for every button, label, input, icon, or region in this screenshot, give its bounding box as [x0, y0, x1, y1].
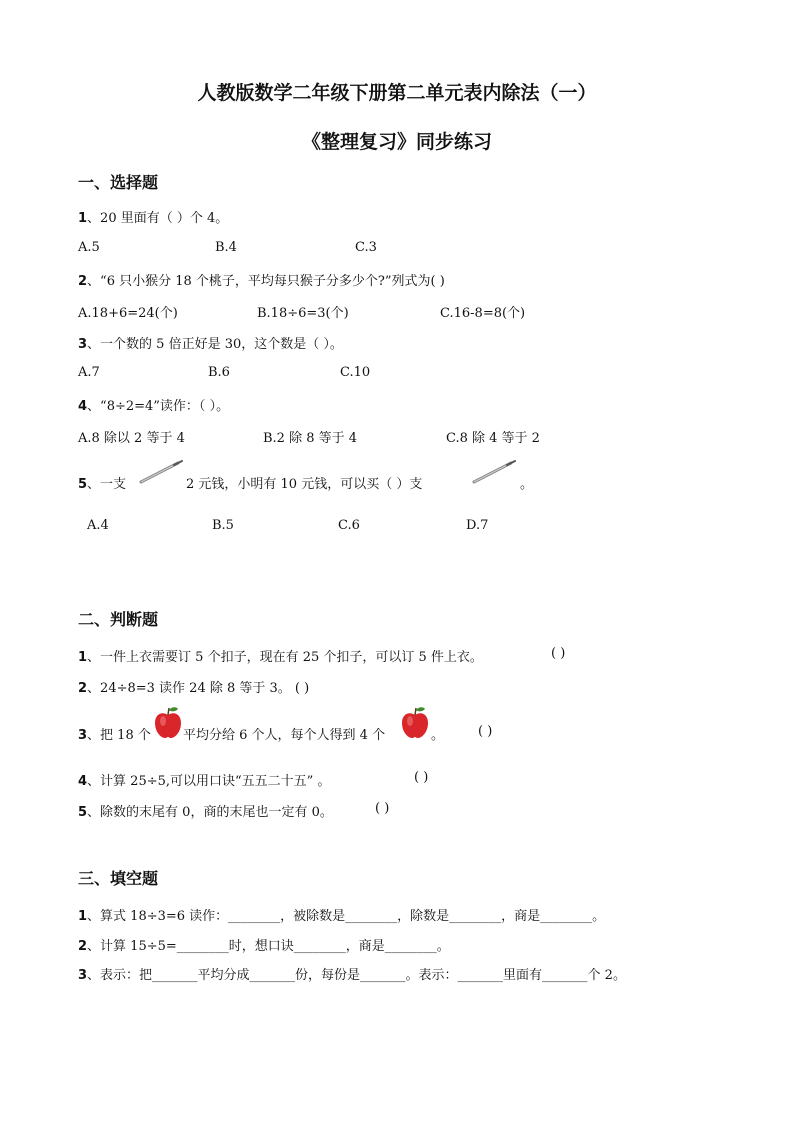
question-text: 、“6 只小猴分 18 个桃子，平均每只猴子分多少个?”列式为( ): [87, 274, 445, 289]
question-text: 、把 18 个: [87, 728, 151, 743]
question-2-3-part-a: [78, 724, 151, 743]
question-2-3-part-b: 平均分给 6 个人，每个人得到 4 个: [183, 728, 386, 743]
page-title: 人教版数学二年级下册第二单元表内除法（一）: [197, 82, 597, 104]
apple-icon: [153, 705, 183, 739]
question-1-2: [78, 270, 445, 289]
question-text: 、24÷8=3 读作 24 除 8 等于 3。 ( ): [87, 681, 310, 696]
question-number: 2: [78, 274, 88, 289]
question-text: 、一件上衣需要订 5 个扣子，现在有 25 个扣子，可以订 5 件上衣。: [87, 650, 483, 665]
option: B.6: [208, 365, 230, 380]
apple-icon: [400, 705, 430, 739]
question-3-1: [78, 905, 605, 924]
answer-bracket: ( ): [551, 646, 566, 661]
question-number: 4: [78, 399, 88, 414]
option: C.3: [355, 240, 377, 255]
answer-bracket: ( ): [375, 801, 390, 816]
question-number: 3: [78, 968, 88, 983]
option: C.6: [338, 518, 360, 533]
question-number: 2: [78, 681, 88, 696]
option: B.4: [215, 240, 237, 255]
section-heading-judge: 二、判断题: [78, 610, 159, 629]
pen-icon: [471, 459, 517, 485]
section-heading-choice: 一、选择题: [78, 173, 159, 192]
page-subtitle: 《整理复习》同步练习: [301, 131, 492, 153]
option: A.18+6=24(个): [78, 306, 178, 321]
question-3-3: [78, 964, 626, 983]
option: B.2 除 8 等于 4: [263, 431, 358, 446]
option: C.8 除 4 等于 2: [446, 431, 540, 446]
question-number: 2: [78, 939, 88, 954]
question-number: 3: [78, 728, 88, 743]
option: B.18÷6=3(个): [257, 306, 349, 321]
option: D.7: [466, 518, 489, 533]
option: A.7: [78, 365, 100, 380]
answer-bracket: ( ): [478, 724, 493, 739]
question-number: 4: [78, 774, 88, 789]
option: A.4: [87, 518, 109, 533]
question-text: 、计算 25÷5,可以用口诀“五五二十五” 。: [87, 774, 331, 789]
question-text: 、20 里面有（ ）个 4。: [87, 211, 229, 226]
question-1-1: [78, 207, 228, 226]
question-number: 5: [78, 805, 88, 820]
question-text: 、一支: [87, 477, 127, 492]
question-2-1: [78, 646, 483, 665]
question-2-5: [78, 801, 333, 820]
question-number: 1: [78, 211, 88, 226]
option: C.10: [340, 365, 371, 380]
question-2-2: [78, 677, 309, 696]
section-heading-fill: 三、填空题: [78, 869, 159, 888]
question-number: 5: [78, 477, 88, 492]
question-number: 3: [78, 337, 88, 352]
question-text: 、“8÷2=4”读作：（ ）。: [87, 399, 230, 414]
question-2-4: [78, 770, 330, 789]
question-text: 、除数的末尾有 0，商的末尾也一定有 0。: [87, 805, 333, 820]
question-text: 、计算 15÷5=________时，想口诀________，商是________。: [87, 939, 450, 954]
option: A.5: [78, 240, 100, 255]
question-1-5-part-a: [78, 473, 126, 492]
question-number: 1: [78, 909, 88, 924]
question-3-2: [78, 935, 450, 954]
question-text: 、一个数的 5 倍正好是 30，这个数是（ ）。: [87, 337, 343, 352]
pen-icon: [138, 459, 184, 485]
answer-bracket: ( ): [414, 770, 429, 785]
question-1-4: [78, 395, 229, 414]
option: B.5: [212, 518, 234, 533]
question-2-3-part-c: 。: [431, 728, 445, 743]
question-number: 1: [78, 650, 88, 665]
question-1-5-part-c: 。: [520, 477, 534, 492]
question-text: 、算式 18÷3=6 读作：________，被除数是________，除数是________，商是________。: [87, 909, 606, 924]
option: A.8 除以 2 等于 4: [78, 431, 185, 446]
option: C.16-8=8(个): [440, 306, 526, 321]
question-text: 、表示：把_______平均分成_______份，每份是_______。表示：_______里面有_______个 2。: [87, 968, 626, 983]
question-1-5-part-b: 2 元钱，小明有 10 元钱，可以买（ ）支: [186, 477, 423, 492]
question-1-3: [78, 333, 343, 352]
